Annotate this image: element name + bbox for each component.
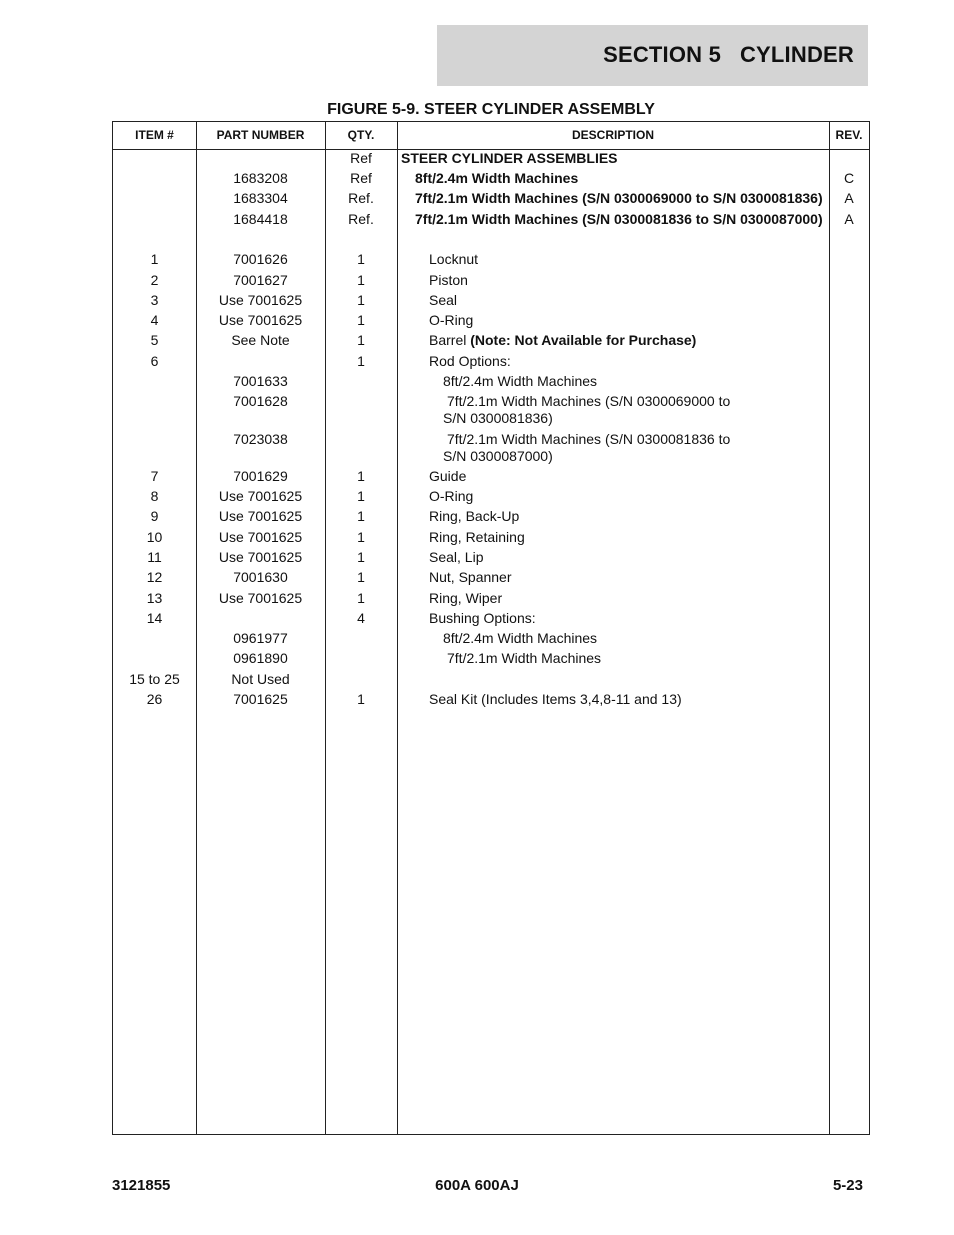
item-number: 14	[146, 610, 163, 626]
description: Guide	[429, 468, 467, 484]
description: Rod Options:	[429, 353, 511, 369]
item-number: 2	[150, 272, 159, 288]
description: Ring, Retaining	[429, 529, 525, 545]
description: 8ft/2.4m Width Machines	[443, 630, 598, 646]
part-number: 7001625	[233, 691, 288, 707]
quantity: 1	[357, 332, 365, 348]
item-number: 1	[150, 251, 159, 267]
quantity: 1	[357, 292, 365, 308]
footer-model: 600A 600AJ	[435, 1177, 519, 1194]
quantity: 1	[357, 272, 365, 288]
section-header	[437, 25, 868, 86]
item-number: 7	[150, 468, 159, 484]
item-number: 8	[150, 488, 159, 504]
section-title: SECTION 5 CYLINDER	[603, 42, 854, 67]
part-number: 1683304	[233, 190, 288, 206]
quantity: 1	[357, 508, 365, 524]
description: Ring, Wiper	[429, 590, 503, 606]
part-number: Use 7001625	[218, 312, 303, 328]
header-rev: REV.	[835, 128, 863, 142]
description: Seal Kit (Includes Items 3,4,8-11 and 13)	[429, 691, 682, 707]
description	[397, 393, 829, 427]
description: Seal, Lip	[429, 549, 484, 565]
revision: A	[844, 211, 854, 227]
description: 8ft/2.4m Width Machines	[415, 170, 579, 186]
quantity: 1	[357, 468, 365, 484]
figure-title: FIGURE 5-9. STEER CYLINDER ASSEMBLY	[327, 101, 655, 118]
item-number: 4	[150, 312, 159, 328]
quantity: 1	[357, 312, 365, 328]
quantity: 1	[357, 590, 365, 606]
item-number: 10	[146, 529, 163, 545]
item-number: 3	[150, 292, 159, 308]
part-number: See Note	[231, 332, 290, 348]
item-number: 11	[147, 549, 162, 565]
part-number: Use 7001625	[218, 488, 303, 504]
item-number: 15 to 25	[129, 671, 180, 687]
description: O-Ring	[429, 488, 474, 504]
description-text: Barrel	[429, 332, 471, 348]
description: 7ft/2.1m Width Machines (S/N 0300069000 to S/N 0300081836)	[415, 190, 823, 206]
description-line: S/N 0300087000)	[443, 448, 553, 464]
description	[397, 332, 861, 349]
part-number: 7001628	[233, 393, 288, 409]
part-number: 0961890	[233, 650, 288, 666]
item-number: 9	[150, 508, 159, 524]
part-number: Use 7001625	[218, 590, 303, 606]
quantity: 1	[357, 353, 365, 369]
quantity: 1	[357, 251, 365, 267]
quantity: Ref	[350, 170, 372, 186]
part-number: Use 7001625	[218, 549, 303, 565]
item-number: 12	[146, 569, 163, 585]
item-number: 26	[146, 691, 163, 707]
description: O-Ring	[429, 312, 474, 328]
part-number: 7001629	[233, 468, 288, 484]
quantity: 4	[357, 610, 365, 626]
part-number: Use 7001625	[218, 529, 303, 545]
header-item: ITEM #	[135, 128, 174, 142]
part-number: 7001626	[233, 251, 288, 267]
description: Nut, Spanner	[429, 569, 512, 585]
description	[397, 431, 829, 465]
quantity: Ref.	[348, 190, 374, 206]
description: Seal	[429, 292, 458, 308]
part-number: 7001630	[233, 569, 288, 585]
part-number: 1683208	[233, 170, 288, 186]
description: Piston	[429, 272, 468, 288]
description: 7ft/2.1m Width Machines	[447, 650, 602, 666]
header-part-number: PART NUMBER	[216, 128, 305, 142]
description: Locknut	[429, 251, 479, 267]
footer-page-number: 5-23	[832, 1177, 863, 1194]
description-note: (Note: Not Available for Purchase)	[470, 332, 697, 348]
header-qty: QTY.	[347, 128, 375, 142]
quantity: 1	[357, 691, 365, 707]
part-number: 1684418	[233, 211, 288, 227]
part-number: 7023038	[233, 431, 288, 447]
parts-table	[112, 121, 870, 1135]
quantity: Ref.	[348, 211, 374, 227]
part-number: 0961977	[233, 630, 288, 646]
description: 8ft/2.4m Width Machines	[443, 373, 598, 389]
quantity: 1	[357, 488, 365, 504]
part-number: Use 7001625	[218, 508, 303, 524]
quantity: Ref	[350, 150, 372, 166]
item-number: 13	[146, 590, 163, 606]
quantity: 1	[357, 569, 365, 585]
part-number: Not Used	[231, 671, 290, 687]
part-number: 7001627	[233, 272, 288, 288]
footer-doc-number: 3121855	[112, 1177, 171, 1194]
description: STEER CYLINDER ASSEMBLIES	[401, 150, 618, 166]
description-line: S/N 0300081836)	[443, 410, 553, 426]
item-number: 6	[150, 353, 159, 369]
revision: C	[843, 170, 855, 186]
header-description: DESCRIPTION	[571, 128, 654, 142]
part-number: 7001633	[233, 373, 288, 389]
quantity: 1	[357, 549, 365, 565]
revision: A	[844, 190, 854, 206]
description: Bushing Options:	[429, 610, 536, 626]
description-line: 7ft/2.1m Width Machines (S/N 0300069000 to	[447, 393, 731, 409]
quantity: 1	[357, 529, 365, 545]
description-line: 7ft/2.1m Width Machines (S/N 0300081836 to	[447, 431, 731, 447]
part-number: Use 7001625	[218, 292, 303, 308]
item-number: 5	[150, 332, 159, 348]
description: Ring, Back-Up	[429, 508, 520, 524]
description: 7ft/2.1m Width Machines (S/N 0300081836 to S/N 0300087000)	[415, 211, 823, 227]
